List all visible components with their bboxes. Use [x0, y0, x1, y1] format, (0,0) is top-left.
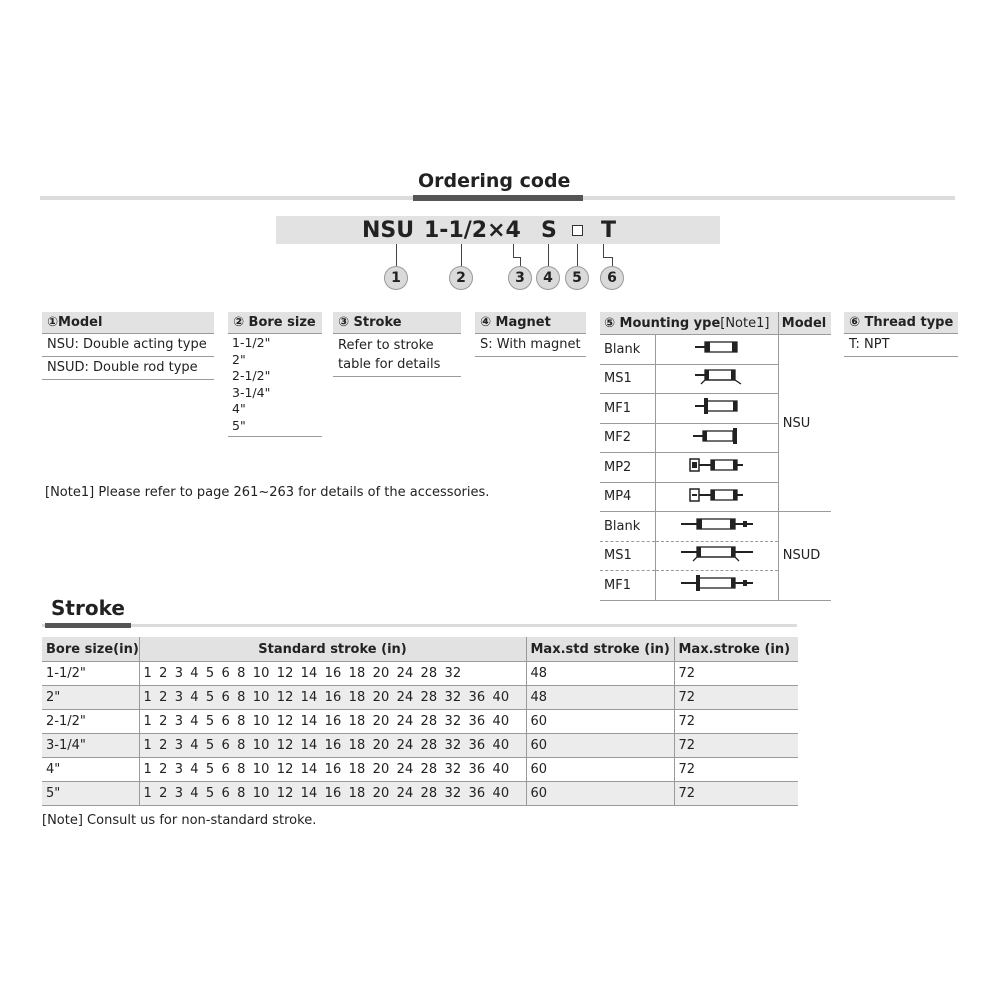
model-option-nsu: NSU: Double acting type: [42, 334, 214, 357]
max-cell: 72: [674, 758, 798, 782]
connector-stem: [461, 244, 462, 266]
double-rod-foot-icon: [656, 541, 779, 571]
bore-size-option: 5": [232, 417, 246, 433]
note-non-standard-stroke: [Note] Consult us for non-standard stroke.: [42, 813, 317, 828]
cylinder-clevis-icon: [656, 453, 779, 483]
stroke-option-line: Refer to stroke: [338, 338, 434, 353]
header-max-std-stroke: Max.std stroke (in): [526, 637, 674, 662]
code-mounting-placeholder: [572, 225, 583, 236]
bore-size-option: 2-1/2": [232, 368, 271, 383]
bore-size-option: 2": [232, 351, 246, 367]
cylinder-basic-icon: [656, 335, 779, 365]
mounting-label: MF1: [600, 571, 656, 601]
connector-stem: [520, 257, 521, 266]
bore-size-section: [228, 312, 322, 437]
bore-cell: 3-1/4": [42, 734, 139, 758]
stroke-table-header-row: [42, 637, 798, 662]
header-standard-stroke: Standard stroke (in): [139, 637, 526, 662]
code-thread: T: [601, 218, 617, 243]
stroke-underline: [45, 623, 131, 628]
bore-cell: 2": [42, 686, 139, 710]
model-nsu: NSU: [778, 335, 831, 512]
table-row: [42, 782, 798, 806]
code-magnet: S: [541, 218, 557, 243]
header-max-stroke: Max.stroke (in): [674, 637, 798, 662]
code-circle-3: 3: [508, 266, 532, 290]
ordering-code-underline: [413, 195, 583, 201]
strokes-cell: 1 2 3 4 5 6 8 10 12 14 16 18 20 24 28 32: [139, 662, 526, 686]
model-nsud: NSUD: [778, 512, 831, 601]
max-std-cell: 48: [526, 686, 674, 710]
bore-cell: 5": [42, 782, 139, 806]
thread-type-option: T: NPT: [844, 334, 958, 357]
max-std-cell: 48: [526, 662, 674, 686]
model-header: ①Model: [42, 312, 214, 334]
stroke-option-section: [333, 312, 461, 377]
mounting-type-header-label: ⑤ Mounting ype: [604, 315, 721, 331]
double-rod-flange-icon: [656, 571, 779, 601]
connector-stem: [513, 257, 520, 258]
bore-cell: 2-1/2": [42, 710, 139, 734]
bore-cell: 4": [42, 758, 139, 782]
cylinder-rear-flange-icon: [656, 423, 779, 453]
table-row: [42, 758, 798, 782]
max-cell: 72: [674, 782, 798, 806]
connector-stem: [513, 244, 514, 257]
strokes-cell: 1 2 3 4 5 6 8 10 12 14 16 18 20 24 28 32 36 40: [139, 758, 526, 782]
max-std-cell: 60: [526, 758, 674, 782]
code-bore-stroke: 1-1/2×4: [424, 218, 521, 243]
model-option-nsud: NSUD: Double rod type: [42, 357, 214, 380]
cylinder-foot-icon: [656, 364, 779, 394]
mounting-type-header-note: [Note1]: [720, 315, 770, 331]
stroke-option-line: table for details: [338, 357, 441, 372]
mounting-label: MP4: [600, 482, 656, 512]
connector-stem: [548, 244, 549, 266]
mounting-type-header: [600, 312, 778, 335]
code-circle-4: 4: [536, 266, 560, 290]
max-std-cell: 60: [526, 782, 674, 806]
code-circle-1: 1: [384, 266, 408, 290]
bore-size-option: 4": [232, 401, 246, 416]
thread-type-header: ⑥ Thread type: [844, 312, 958, 334]
connector-stem: [603, 257, 612, 258]
ordering-code-title: Ordering code: [418, 170, 571, 192]
stroke-table: [42, 637, 798, 806]
code-circle-2: 2: [449, 266, 473, 290]
max-std-cell: 60: [526, 734, 674, 758]
stroke-rule: [42, 624, 797, 627]
table-row: [42, 662, 798, 686]
max-cell: 72: [674, 710, 798, 734]
strokes-cell: 1 2 3 4 5 6 8 10 12 14 16 18 20 24 28 32 36 40: [139, 734, 526, 758]
note-accessories: [Note1] Please refer to page 261~263 for details of the accessories.: [45, 485, 490, 500]
code-circle-5: 5: [565, 266, 589, 290]
bore-size-option: 3-1/4": [232, 384, 271, 400]
max-cell: 72: [674, 662, 798, 686]
mounting-label: MF1: [600, 394, 656, 424]
connector-stem: [612, 257, 613, 266]
max-cell: 72: [674, 734, 798, 758]
bore-size-header: ② Bore size: [228, 312, 322, 334]
code-model: NSU: [362, 218, 415, 243]
connector-stem: [396, 244, 397, 266]
magnet-option: S: With magnet: [475, 334, 586, 357]
cylinder-clevis-single-icon: [656, 482, 779, 512]
max-std-cell: 60: [526, 710, 674, 734]
connector-stem: [577, 244, 578, 266]
connector-stem: [603, 244, 604, 257]
thread-type-section: [844, 312, 958, 357]
header-bore-size: Bore size(in): [42, 637, 139, 662]
model-column-header: Model: [778, 312, 831, 335]
mounting-label: Blank: [600, 512, 656, 542]
mounting-type-table: [600, 312, 831, 601]
table-row: [42, 710, 798, 734]
mounting-label: MP2: [600, 453, 656, 483]
mounting-label: Blank: [600, 335, 656, 365]
mounting-label: MF2: [600, 423, 656, 453]
bore-cell: 1-1/2": [42, 662, 139, 686]
mounting-label: MS1: [600, 541, 656, 571]
strokes-cell: 1 2 3 4 5 6 8 10 12 14 16 18 20 24 28 32 36 40: [139, 710, 526, 734]
code-circle-6: 6: [600, 266, 624, 290]
bore-size-list: [228, 334, 322, 437]
double-rod-basic-icon: [656, 512, 779, 542]
mounting-label: MS1: [600, 364, 656, 394]
stroke-option-header: ③ Stroke: [333, 312, 461, 334]
magnet-section: [475, 312, 586, 357]
table-row: [42, 686, 798, 710]
cylinder-front-flange-icon: [656, 394, 779, 424]
magnet-header: ④ Magnet: [475, 312, 586, 334]
max-cell: 72: [674, 686, 798, 710]
stroke-title: Stroke: [51, 596, 125, 620]
table-row: [42, 734, 798, 758]
bore-size-option: 1-1/2": [232, 335, 271, 350]
strokes-cell: 1 2 3 4 5 6 8 10 12 14 16 18 20 24 28 32 36 40: [139, 686, 526, 710]
stroke-option-text: [333, 334, 461, 377]
strokes-cell: 1 2 3 4 5 6 8 10 12 14 16 18 20 24 28 32 36 40: [139, 782, 526, 806]
model-section: [42, 312, 214, 380]
